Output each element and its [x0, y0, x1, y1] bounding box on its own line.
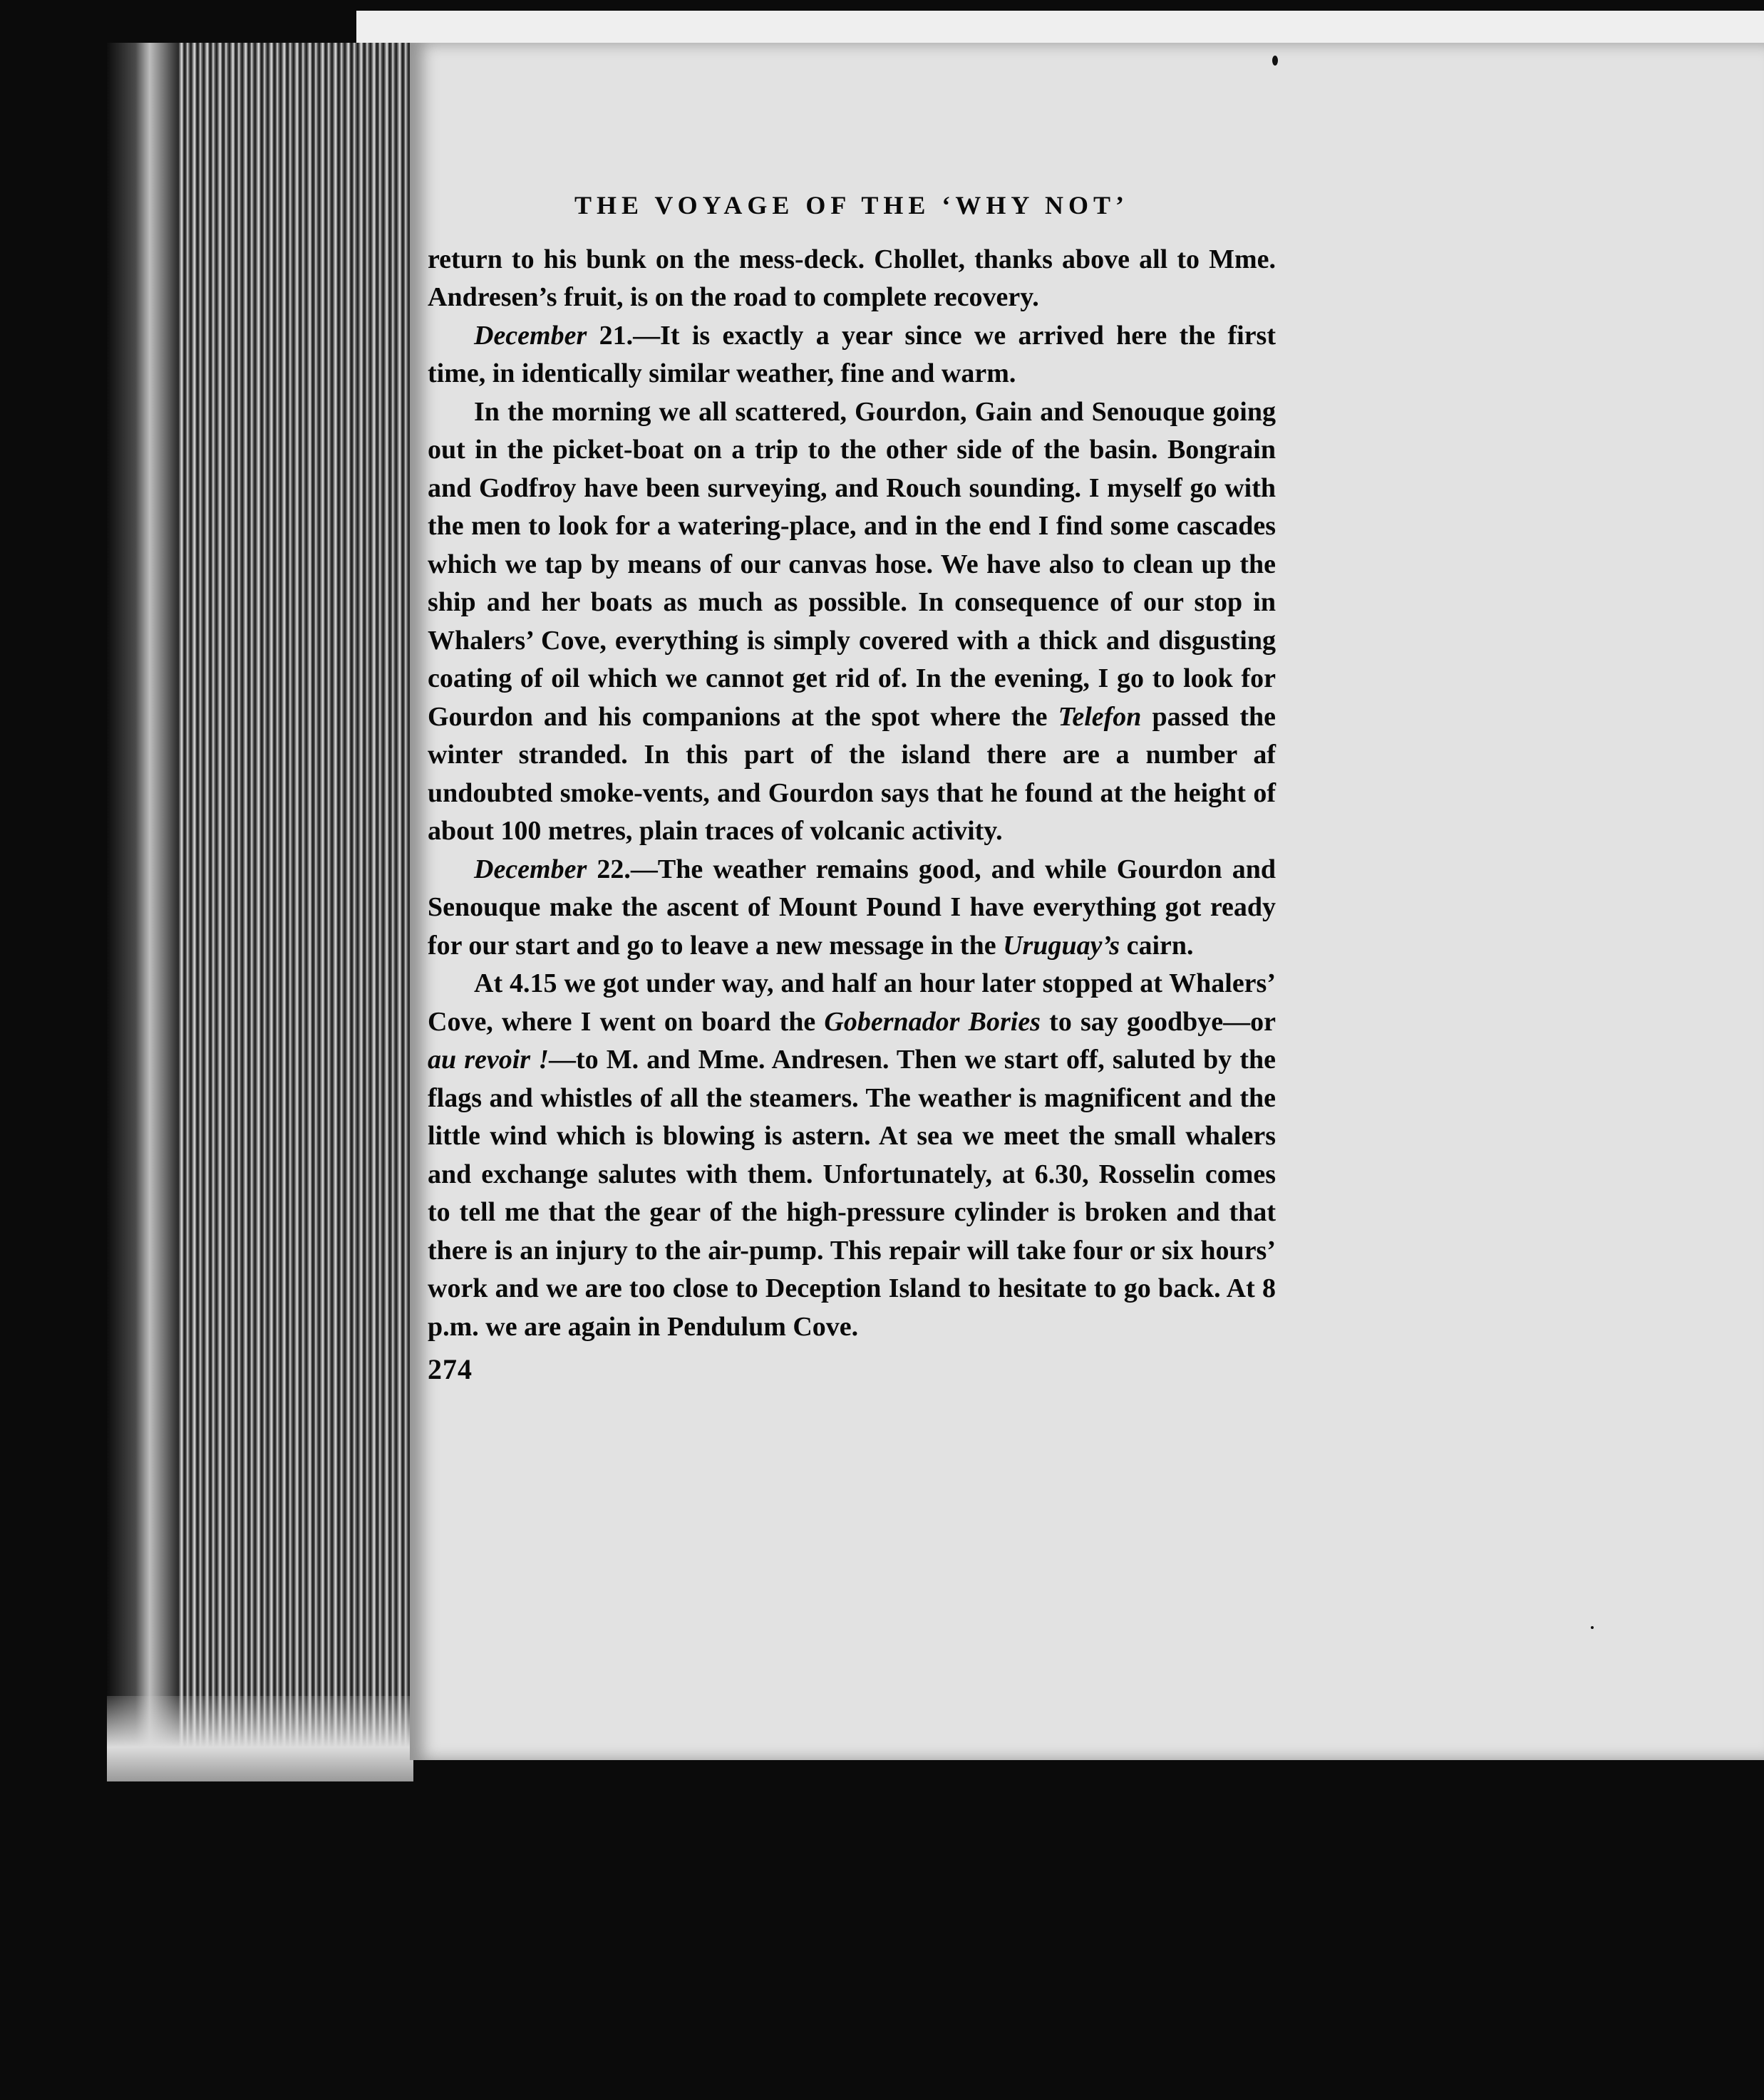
body-text	[428, 241, 1276, 1347]
text-run: passed the winter stranded. In this part of the island there are a number af undoubted smoke-vents, and Gourdon says that he found at the height of about 100 metres, plain traces of volcanic activity.	[428, 701, 1276, 846]
paragraph	[428, 393, 1276, 851]
paragraph	[428, 317, 1276, 393]
text-run: return to his bunk on the mess-deck. Chollet, thanks above all to Mme. Andresen’s fruit, is on the road to complete recovery.	[428, 244, 1276, 312]
text-run: cairn.	[1120, 930, 1194, 961]
text-run: In the morning we all scattered, Gourdon, Gain and Senouque going out in the picket-boat on a trip to the other side of the basin. Bongrain and Godfroy have been surveying, and Rouch sounding. I myself go with the men to look for a watering-place, and in the end I find some cascades which we tap by means of our canvas hose. We have also to clean up the ship and her boats as much as possible. In consequence of our stop in Whalers’ Cove, everything is simply covered with a thick and disgusting coating of oil which we cannot get rid of. In the evening, I go to look for Gourdon and his companions at the spot where the	[428, 396, 1276, 732]
text-run: 21.—It is exactly a year since we arrived here the first time, in identically similar weather, fine and warm.	[428, 320, 1276, 388]
print-speck	[1591, 1626, 1594, 1629]
italic-text: Telefon	[1058, 701, 1142, 732]
italic-text: December	[474, 320, 587, 351]
paragraph	[428, 241, 1276, 317]
paragraph	[428, 851, 1276, 966]
text-run: At 4.15 we got under way, and half an hour later stopped at Whalers’ Cove, where I went on board the	[428, 968, 1276, 1037]
italic-text: Gobernador Bories	[824, 1006, 1041, 1037]
italic-text: au revoir !	[428, 1045, 549, 1075]
book-page-edges	[107, 43, 413, 1781]
running-head: THE VOYAGE OF THE ‘WHY NOT’	[574, 191, 1130, 219]
italic-text: Uruguay’s	[1003, 930, 1120, 961]
text-run: 22.—The weather remains good, and while Gourdon and Senouque make the ascent of Mount Pound I have everything got ready for our start and go to leave a new message in the	[428, 854, 1276, 961]
print-speck	[1272, 56, 1278, 66]
paragraph	[428, 965, 1276, 1346]
text-run: to say goodbye—or	[1040, 1006, 1276, 1037]
page-number: 274	[428, 1353, 473, 1385]
text-block	[428, 187, 1276, 1389]
italic-text: December	[474, 854, 587, 884]
text-run: —to M. and Mme. Andresen. Then we start off, saluted by the flags and whistles of all the steamers. The weather is magnificent and the little wind which is blowing is astern. At sea we meet the small whalers and exchange salutes with them. Unfortunately, at 6.30, Rosselin comes to tell me that the gear of the high-pressure cylinder is broken and that there is an injury to the air-pump. This repair will take four or six hours’ work and we are too close to Deception Island to hesitate to go back. At 8 p.m. we are again in Pendulum Cove.	[428, 1045, 1276, 1342]
